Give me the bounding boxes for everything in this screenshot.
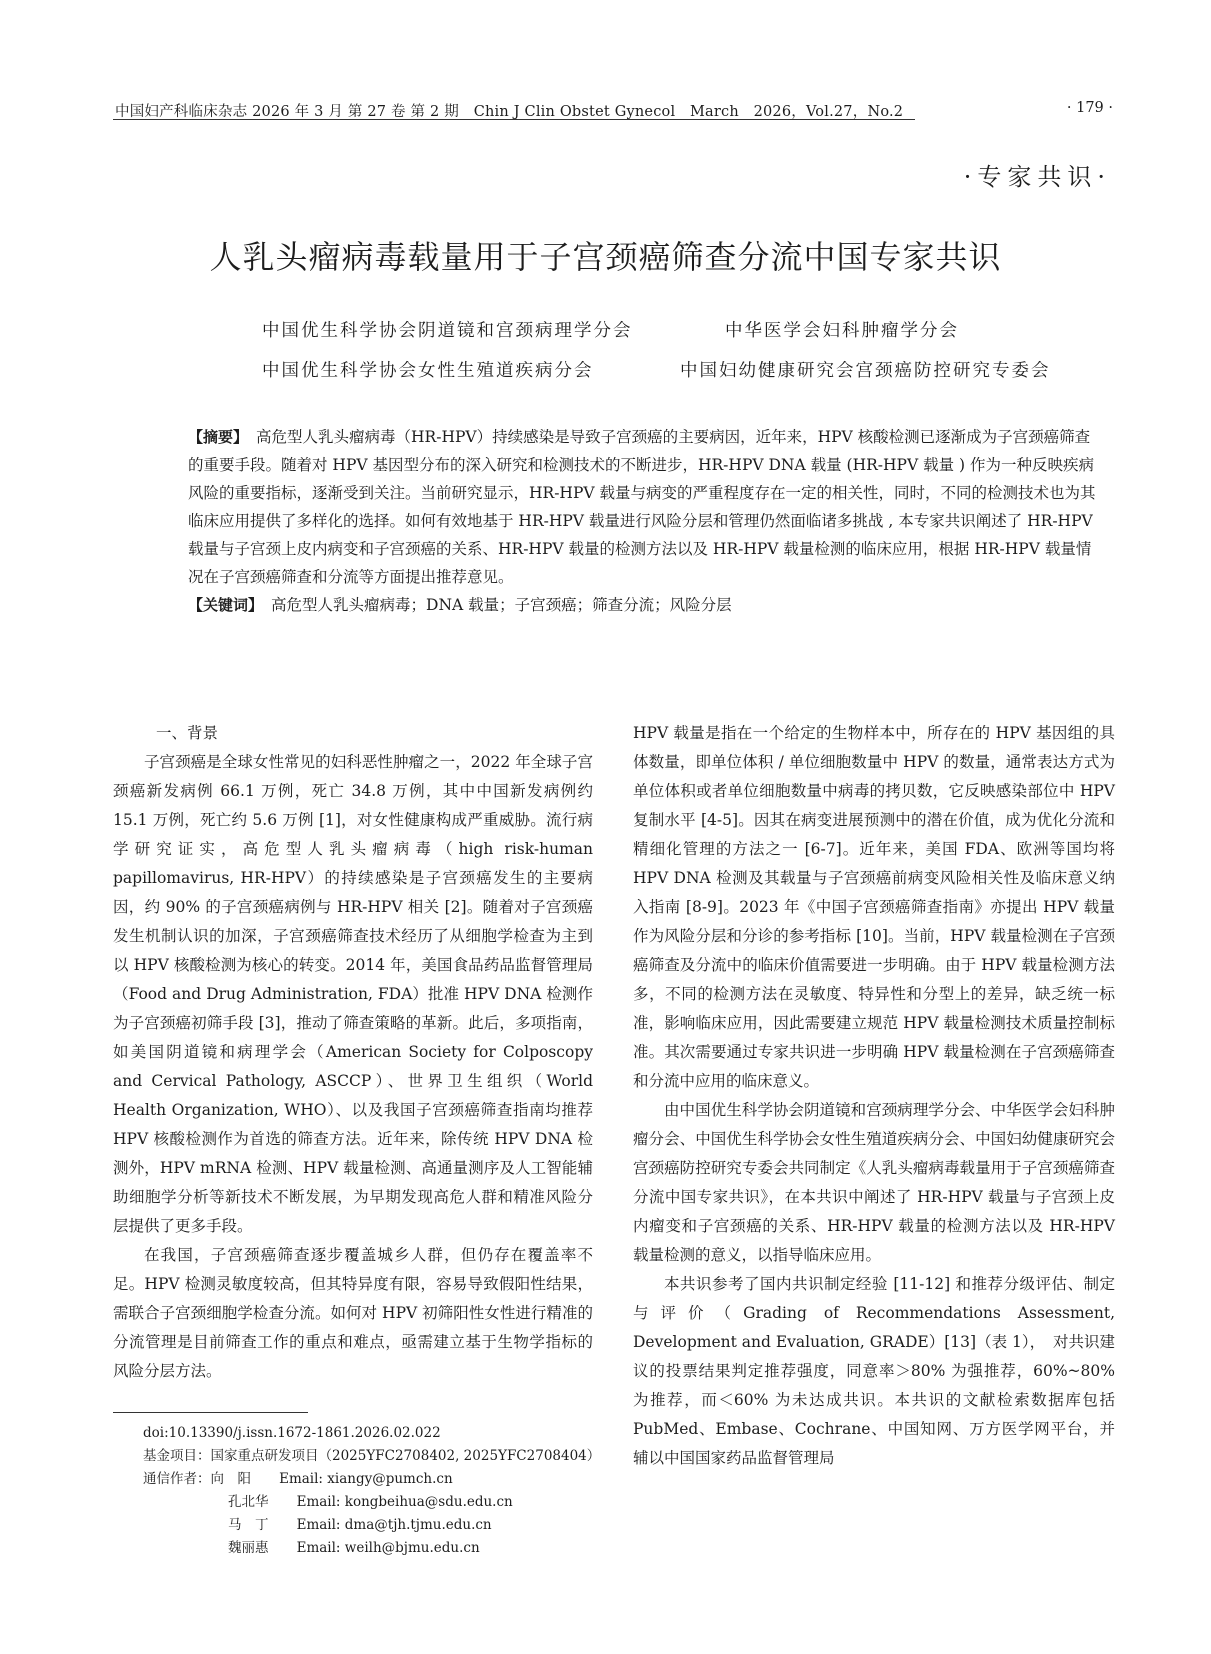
abstract-text: 高危型人乳头瘤病毒（HR-HPV）持续感染是导致子宫颈癌的主要病因，近年来，HPV 核酸检测已逐渐成为子宫颈癌筛查的重要手段。随着对 HPV 基因型分布的深入研究和检测技术的不断进步，HR-HPV DNA 载量 (HR-HPV 载量 ) 作为一种反映疾病风险的重要指标，逐渐受到关注。当前研究显示，HR-HPV 载量与病变的严重程度存在一定的相关性，同时，不同的检测技术也为其临床应用提供了多样化的选择。如何有效地基于 HR-HPV 载量进行风险分层和管理仍然面临诸多挑战 , 本专家共识阐述了 HR-HPV 载量与子宫颈上皮内病变和子宫颈癌的关系、HR-HPV 载量的检测方法以及 HR-HPV 载量检测的临床应用，根据 HR-HPV 载量情况在子宫颈癌筛查和分流等方面提出推荐意见。 [188,428,1096,586]
footnote-rule [113,1412,308,1413]
contact-name: 马 丁 [228,1517,269,1533]
abstract-block [188,423,1103,619]
contact-email[interactable]: Email: dma@tjh.tjmu.edu.cn [296,1517,492,1533]
contact-row [143,1468,600,1491]
keywords [188,591,1103,619]
body-paragraph: 子宫颈癌是全球女性常见的妇科恶性肿瘤之一，2022 年全球子宫颈癌新发病例 66.1 万例，死亡 34.8 万例，其中中国新发病例约 15.1 万例，死亡约 5.6 万例 [1]，对女性健康构成严重威胁。流行病学研究证实，高危型人乳头瘤病毒（high risk-human papillomavirus, HR-HPV）的持续感染是子宫颈癌发生的主要病因，约 90% 的子宫颈癌病例与 HR-HPV 相关 [2]。随着对子宫颈癌发生机制认识的加深，子宫颈癌筛查技术经历了从细胞学检查为主到以 HPV 核酸检测为核心的转变。2014 年，美国食品药品监督管理局（Food and Drug Administration, FDA）批准 HPV DNA 检测作为子宫颈癌初筛手段 [3]，推动了筛查策略的革新。此后，多项指南，如美国阴道镜和病理学会（American Society for Colposcopy and Cervical Pathology, ASCCP）、世界卫生组织（World Health Organization, WHO）、以及我国子宫颈癌筛查指南均推荐 HPV 核酸检测作为首选的筛查方法。近年来，除传统 HPV DNA 检测外，HPV mRNA 检测、HPV 载量检测、高通量测序及人工智能辅助细胞学分析等新技术不断发展，为早期发现高危人群和精准风险分层提供了更多手段。 [113,753,593,1235]
page-number: · 179 · [1066,100,1113,116]
author-org-2: 中华医学会妇科肿瘤学分会 [725,321,959,341]
section-heading: 一、背景 [156,724,219,742]
body-paragraph: HPV 载量是指在一个给定的生物样本中，所存在的 HPV 基因组的具体数量，即单位体积 / 单位细胞数量中 HPV 的数量，通常表达方式为单位体积或者单位细胞数量中病毒的拷贝数，它反映感染部位中 HPV 复制水平 [4-5]。因其在病变进展预测中的潜在价值，成为优化分流和精细化管理的方法之一 [6-7]。近年来，美国 FDA、欧洲等国均将 HPV DNA 检测及其载量与子宫颈癌前病变风险相关性及临床意义纳入指南 [8-9]。2023 年《中国子宫颈癌筛查指南》亦提出 HPV 载量作为风险分层和分诊的参考指标 [10]。当前，HPV 载量检测在子宫颈癌筛查及分流中的临床价值需要进一步明确。由于 HPV 载量检测方法多，不同的检测方法在灵敏度、特异性和分型上的差异，缺乏统一标准，影响临床应用，因此需要建立规范 HPV 载量检测技术质量控制标准。其次需要通过专家共识进一步明确 HPV 载量检测在子宫颈癌筛查和分流中应用的临床意义。 [633,724,1115,1090]
journal-header: 中国妇产科临床杂志 2026 年 3 月 第 27 卷 第 2 期 Chin J Clin Obstet Gynecol March 2026，Vol.27，No.2 [115,104,904,120]
left-column [113,719,593,1386]
author-org-1: 中国优生科学协会阴道镜和宫颈病理学分会 [262,321,633,341]
footnote [143,1422,600,1560]
contact-row [143,1537,600,1560]
abstract-label: 【摘要】 [188,428,249,446]
contact-name: 魏丽惠 [228,1540,269,1556]
header-rule [113,119,915,120]
contact-label: 通信作者： [143,1471,211,1487]
contact-row [143,1514,600,1537]
contact-email[interactable]: Email: weilh@bjmu.edu.cn [296,1540,480,1556]
contact-row [143,1491,600,1514]
author-org-3: 中国优生科学协会女性生殖道疾病分会 [262,361,594,381]
contact-email[interactable]: Email: xiangy@pumch.cn [279,1471,453,1487]
contact-name: 向 阳 [210,1471,251,1487]
keywords-label: 【关键词】 [188,596,264,614]
author-org-4: 中国妇幼健康研究会宫颈癌防控研究专委会 [680,361,1051,381]
article-title: 人乳头瘤病毒载量用于子宫颈癌筛查分流中国专家共识 [209,238,1002,276]
keywords-text: 高危型人乳头瘤病毒；DNA 载量；子宫颈癌；筛查分流；风险分层 [271,596,732,614]
body-paragraph: 由中国优生科学协会阴道镜和宫颈病理学分会、中华医学会妇科肿瘤分会、中国优生科学协会女性生殖道疾病分会、中国妇幼健康研究会宫颈癌防控研究专委会共同制定《人乳头瘤病毒载量用于子宫颈癌筛查分流中国专家共识》，在本共识中阐述了 HR-HPV 载量与子宫颈上皮内瘤变和子宫颈癌的关系、HR-HPV 载量的检测方法以及 HR-HPV 载量检测的意义，以指导临床应用。 [633,1101,1115,1264]
body-paragraph: 在我国，子宫颈癌筛查逐步覆盖城乡人群，但仍存在覆盖率不足。HPV 检测灵敏度较高，但其特异度有限，容易导致假阳性结果，需联合子宫颈细胞学检查分流。如何对 HPV 初筛阳性女性进行精准的分流管理是目前筛查工作的重点和难点，亟需建立基于生物学指标的风险分层方法。 [113,1246,593,1380]
funding: 基金项目：国家重点研发项目（2025YFC2708402, 2025YFC2708404） [143,1448,601,1464]
contact-email[interactable]: Email: kongbeihua@sdu.edu.cn [296,1494,513,1510]
abstract [188,423,1103,591]
doi: doi:10.13390/j.issn.1672-1861.2026.02.022 [143,1425,441,1441]
right-column [633,719,1115,1473]
contact-name: 孔北华 [228,1494,269,1510]
body-paragraph: 本共识参考了国内共识制定经验 [11-12] 和推荐分级评估、制定与评价（Grading of Recommendations Assessment, Development and Evaluation, GRADE）[13]（表 1）， 对共识建议的投票结果判定推荐强度，同意率＞80% 为强推荐，60%~80% 为推荐，而＜60% 为未达成共识。本共识的文献检索数据库包括 PubMed、Embase、Cochrane、中国知网、万方医学网平台，并辅以中国国家药品监督管理局 [633,1275,1115,1467]
section-label: ·专家共识· [963,163,1111,191]
